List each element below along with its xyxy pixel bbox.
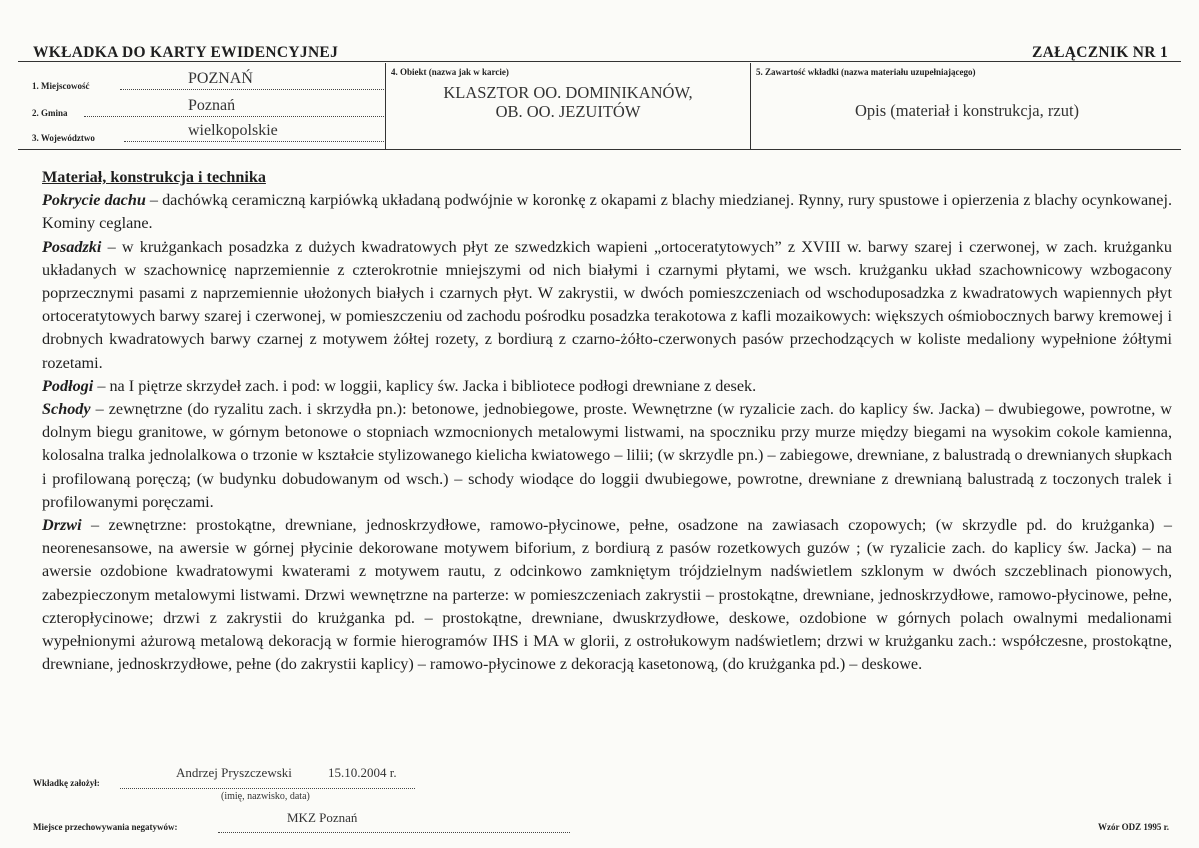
dotted-line: [84, 116, 384, 117]
wojewodztwo-label: 3. Województwo: [32, 133, 95, 143]
wojewodztwo-field: [32, 122, 384, 143]
author-name: Andrzej Pryszczewski: [176, 765, 292, 780]
paragraph-stairs: Schody – zewnętrzne (do ryzalitu zach. i skrzydła pn.): betonowe, jednobiegowe, proste. Wewnętrzne (w ryzalicie zach. do kaplicy św. Jacka) – dwubiegowe, powrotne, w dolnym biegu granitowe, w górnym betonowe o stopniach wzmocnionych metalowymi listwami, na spoczniku przy murze między biegami na wysokim cokole kamienna, kolosalna tralka jednolalkowa o trzonie w kształcie stylizowanego kielicha kwiatowego – lilii; (w skrzydle pn.) – zabiegowe, drewniane, z balustradą o drewnianych słupkach i profilowaną poręczą; (w budynku dobudowanym od wsch.) – schody wiodące do loggii dwubiegowe, powrotne, drewniane z drewnianą balustradą z toczonych tralek i profilowanymi poręczami.: [42, 400, 1172, 511]
header-rule: [18, 61, 1181, 62]
object-value: [388, 83, 748, 121]
wojewodztwo-value: wielkopolskie: [188, 122, 278, 139]
paragraph-wood-floors: Podłogi – na I piętrze skrzydeł zach. i pod: w loggii, kaplicy św. Jacka i bibliotece podłogi drewniane z desek.: [42, 376, 757, 395]
author-note: (imię, nazwisko, data): [221, 791, 310, 802]
gmina-field: [32, 97, 384, 118]
attachment-number: ZAŁĄCZNIK NR 1: [1032, 44, 1168, 61]
contents-label: 5. Zawartość wkładki (nazwa materiału uzupełniającego): [756, 67, 976, 77]
paragraph-floors: Posadzki – w krużgankach posadzka z dużych kwadratowych płyt ze szwedzkich wapieni „ortoceratytowych” z XVIII w. barwy szarej i czerwonej, w zach. krużganku układanych w szachownicę naprzemiennie z czterokrotnie mniejszymi od nich białymi i czarnymi płytami, we wsch. krużganku układ szachownicowy wzbogacony poprzecznymi pasami z naprzemiennie ułożonych białych i czarnych płyt. W zakrystii, w dwóch pomieszczeniach od wschoduposadzka z kwadratowych wapiennych płyt ortoceratytowych barwy szarej i czerwonej, w pomieszczeniu od zachodu pośrodku posadzka terakotowa z kafli mozaikowych: większych ośmiobocznych barwy kremowej i drobnych kwadratowych barwy czarnej z motywem żółtej rozety, z bordiurą z czarno-żółto-czerwonych pasów przechodzących w koliste medaliony wypełnione żółtymi rozetami.: [42, 237, 1172, 372]
contents-value: Opis (materiał i konstrukcja, rzut): [854, 101, 1080, 120]
gmina-value: Poznań: [188, 97, 236, 114]
dotted-line: [218, 832, 570, 833]
paragraph-roof: Pokrycie dachu – dachówką ceramiczną karpiówką układaną podwójnie w koronkę z okapami z blachy miedzianej. Rynny, rury spustowe i opierzenia z blachy ocynkowanej. Kominy ceglane.: [42, 191, 1173, 233]
box-divider: [385, 63, 386, 149]
dotted-line: [124, 141, 384, 142]
gmina-label: 2. Gmina: [32, 108, 68, 118]
form-title: WKŁADKA DO KARTY EWIDENCYJNEJ: [33, 44, 339, 61]
section-title: Materiał, konstrukcja i technika: [42, 168, 266, 186]
form-version: Wzór ODZ 1995 r.: [1098, 822, 1169, 832]
object-label: 4. Obiekt (nazwa jak w karcie): [391, 67, 509, 77]
object-line-1: KLASZTOR OO. DOMINIKANÓW,: [443, 83, 693, 102]
author-date: 15.10.2004 r.: [328, 765, 397, 780]
description-body: [42, 166, 1172, 676]
storage-value: MKZ Poznań: [287, 810, 358, 825]
object-line-2: OB. OO. JEZUITÓW: [495, 102, 641, 121]
miejscowosc-field: [32, 70, 384, 91]
author-label: Wkładkę założył:: [33, 778, 100, 788]
dotted-line: [120, 788, 415, 789]
miejscowosc-value: POZNAŃ: [188, 70, 253, 87]
info-box-row: [18, 63, 1181, 150]
box-divider: [750, 63, 751, 149]
dotted-line: [120, 89, 384, 90]
storage-label: Miejsce przechowywania negatywów:: [33, 822, 178, 832]
paragraph-doors: Drzwi – zewnętrzne: prostokątne, drewniane, jednoskrzydłowe, ramowo-płycinowe, pełne, osadzone na zawiasach czopowych; (w skrzydle pd. do krużganka) – neorenesansowe, na awersie w górnej płycinie dekorowane motywem biforium, z bordiurą z pasów rozetkowych guzów ; (w ryzalicie zach. do kaplicy św. Jacka) – na awersie ozdobione kwadratowymi kwaterami z motywem rautu, z odcinkowo zamkniętym trójdzielnym nadświetlem szklonym w dwóch szczeblinach pionowych, zabezpieczonym metalowymi listwami. Drzwi wewnętrzne na parterze: w pomieszczeniach zakrystii – prostokątne, drewniane, jednoskrzydłowe, ramowo-płycinowe, pełne, czteropłycinowe; drzwi z zakrystii do krużganka pd. – prostokątne, drewniane, dwuskrzydłowe, deskowe, ozdobione w górnych polach owalnymi medalionami wypełnionymi ażurową metalową dekoracją w formie hierogramów IHS i MA w glorii, z ostrołukowym nadświetlem; drzwi w krużganku zach.: współczesne, prostokątne, drewniane, jednoskrzydłowe, pełne (do zakrystii kaplicy) – ramowo-płycinowe z dekoracją kasetonową, (do krużganka pd.) – deskowe.: [42, 516, 1172, 674]
miejscowosc-label: 1. Miejscowość: [32, 81, 90, 91]
